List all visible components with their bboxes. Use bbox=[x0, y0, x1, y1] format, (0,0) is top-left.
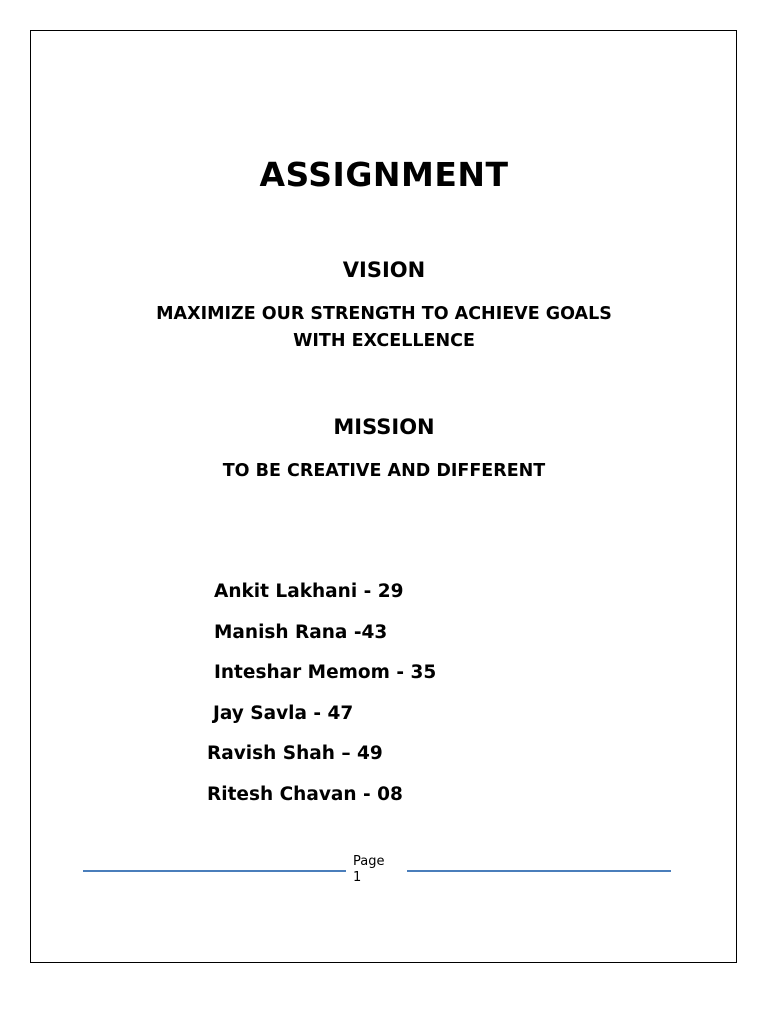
vision-statement bbox=[0, 301, 768, 355]
member-item: Ravish Shah – 49 bbox=[207, 743, 383, 764]
member-item: Inteshar Memom - 35 bbox=[214, 662, 437, 683]
mission-statement: TO BE CREATIVE AND DIFFERENT bbox=[222, 461, 546, 481]
mission-heading: MISSION bbox=[333, 415, 435, 439]
member-item: Jay Savla - 47 bbox=[213, 703, 354, 724]
member-item: Manish Rana -43 bbox=[214, 622, 388, 643]
page-number-value: 1 bbox=[353, 870, 362, 885]
page-label-text: Page bbox=[353, 854, 385, 869]
member-item: Ankit Lakhani - 29 bbox=[214, 581, 404, 602]
vision-line-2: WITH EXCELLENCE bbox=[293, 331, 475, 351]
document-title: ASSIGNMENT bbox=[259, 155, 509, 194]
page-number bbox=[353, 854, 384, 886]
vision-line-1: MAXIMIZE OUR STRENGTH TO ACHIEVE GOALS bbox=[156, 304, 612, 324]
footer-rule-left bbox=[83, 870, 346, 872]
vision-heading: VISION bbox=[342, 258, 426, 282]
footer-rule-right bbox=[407, 870, 671, 872]
member-item: Ritesh Chavan - 08 bbox=[207, 784, 403, 805]
